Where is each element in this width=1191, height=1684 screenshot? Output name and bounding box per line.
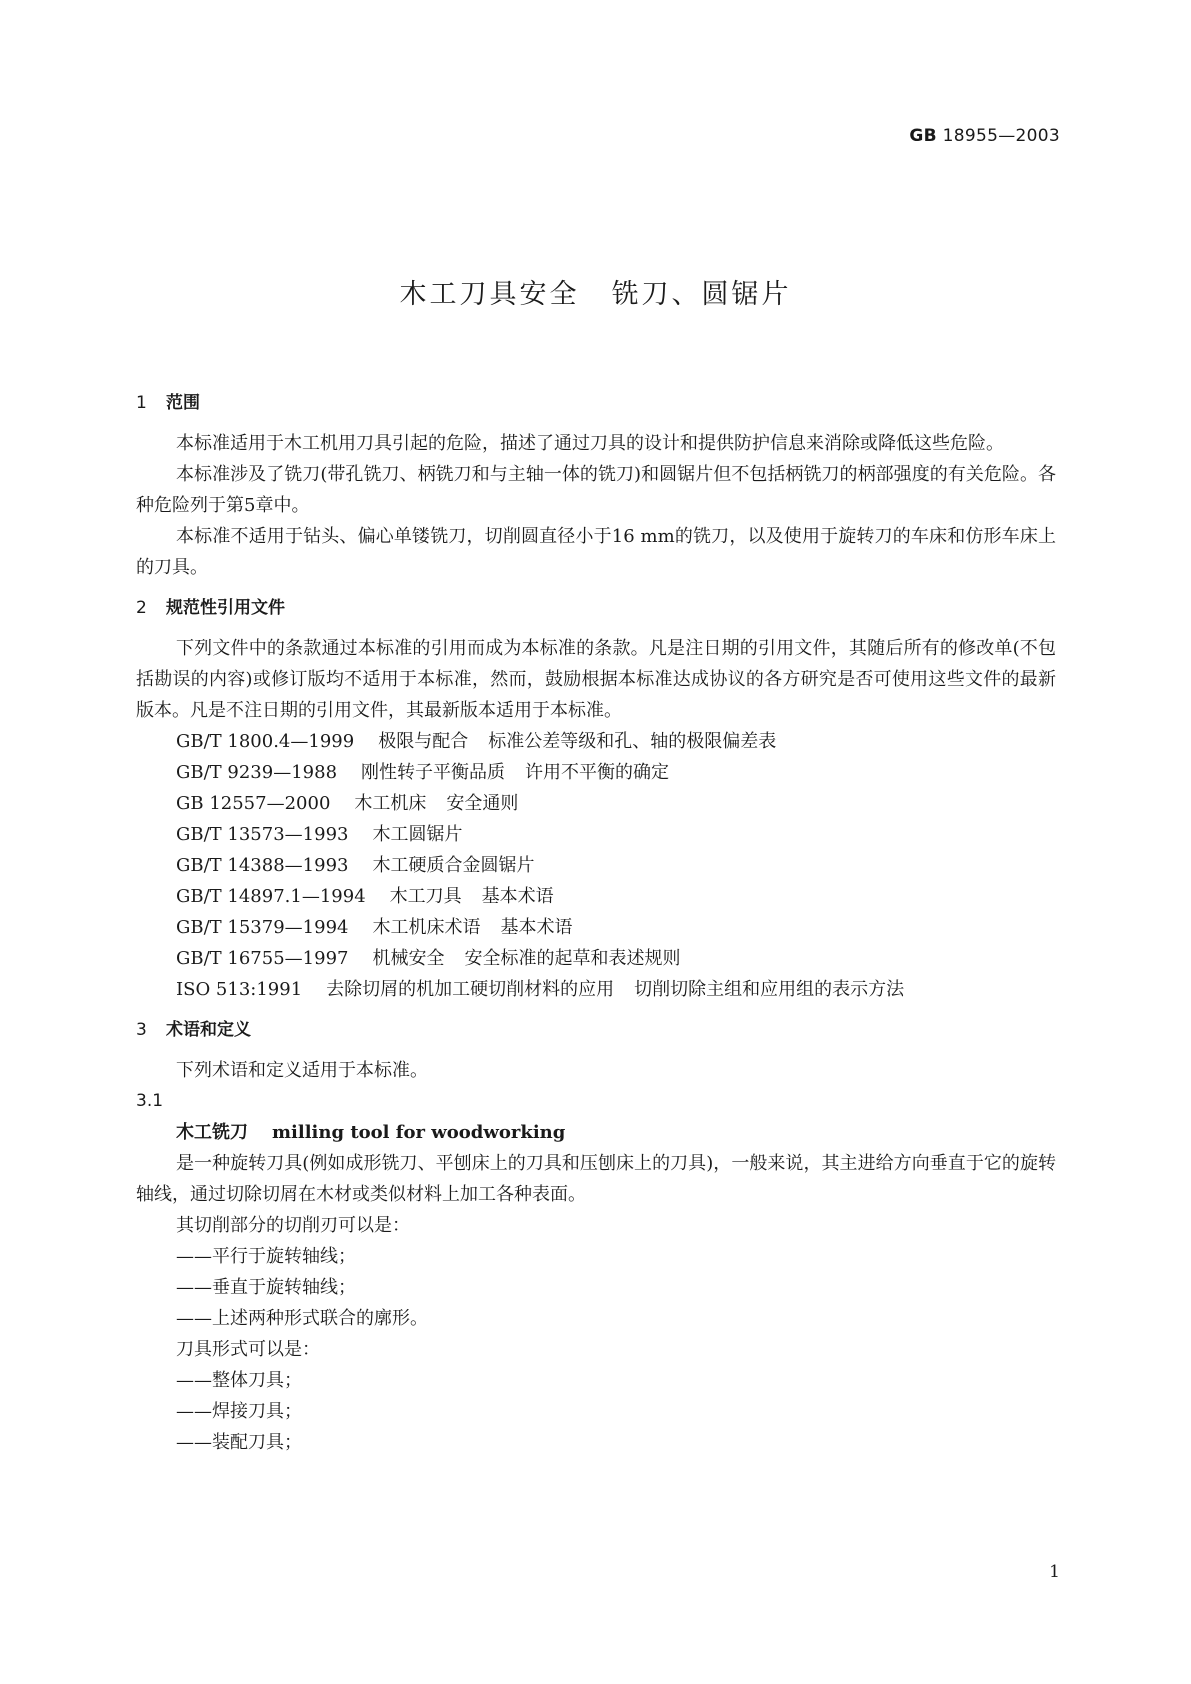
section-title: 术语和定义 (166, 1020, 251, 1040)
title-part-1: 木工刀具安全 (399, 279, 580, 310)
reference-item: GB/T 14388—1993 木工硬质合金圆锯片 (176, 855, 535, 876)
paragraph: 本标准适用于木工机用刀具引起的危险，描述了通过刀具的设计和提供防护信息来消除或降低这些危险。 (176, 433, 1004, 454)
standard-code-number: 18955—2003 (942, 126, 1060, 146)
document-body (136, 388, 1056, 1458)
term-title (136, 1117, 1056, 1148)
term-definition: 是一种旋转刀具(例如成形铣刀、平刨床上的刀具和压刨床上的刀具)，一般来说，其主进给方向垂直于它的旋转轴线，通过切除切屑在木材或类似材料上加工各种表面。 (136, 1153, 1056, 1205)
reference-item: GB/T 16755—1997 机械安全 安全标准的起草和表述规则 (176, 948, 681, 969)
paragraph: 下列术语和定义适用于本标准。 (176, 1060, 428, 1081)
term-title-en: milling tool for woodworking (272, 1122, 566, 1143)
reference-item: ISO 513:1991 去除切屑的机加工硬切削材料的应用 切削切除主组和应用组的表示方法 (176, 979, 905, 1000)
document-title (0, 272, 1191, 311)
list-item: ——上述两种形式联合的廓形。 (176, 1308, 428, 1329)
edge-intro: 其切削部分的切削刃可以是： (176, 1215, 410, 1236)
section-number: 3 (136, 1020, 147, 1040)
term-title-zh: 木工铣刀 (176, 1122, 248, 1143)
list-item: ——垂直于旋转轴线； (176, 1277, 356, 1298)
term-number: 3.1 (136, 1091, 164, 1111)
standard-code-prefix: GB (909, 126, 937, 146)
section-number: 2 (136, 598, 147, 618)
list-item: ——装配刀具； (176, 1432, 302, 1453)
section-heading-scope (136, 388, 1056, 418)
standard-code (909, 126, 1060, 146)
page-number: 1 (1049, 1562, 1060, 1582)
form-intro: 刀具形式可以是： (176, 1339, 320, 1360)
reference-item: GB 12557—2000 木工机床 安全通则 (176, 793, 519, 814)
list-item: ——整体刀具； (176, 1370, 302, 1391)
section-number: 1 (136, 393, 147, 413)
list-item: ——平行于旋转轴线； (176, 1246, 356, 1267)
paragraph: 本标准不适用于钻头、偏心单镂铣刀，切削圆直径小于16 mm的铣刀，以及使用于旋转刀的车床和仿形车床上的刀具。 (136, 526, 1056, 578)
list-item: ——焊接刀具； (176, 1401, 302, 1422)
section-title: 规范性引用文件 (166, 598, 285, 618)
title-part-2: 铣刀、圆锯片 (611, 279, 792, 310)
reference-item: GB/T 13573—1993 木工圆锯片 (176, 824, 463, 845)
section-heading-terms (136, 1015, 1056, 1045)
paragraph: 下列文件中的条款通过本标准的引用而成为本标准的条款。凡是注日期的引用文件，其随后所有的修改单(不包括勘误的内容)或修订版均不适用于本标准，然而，鼓励根据本标准达成协议的各方研究是否可使用这些文件的最新版本。凡是不注日期的引用文件，其最新版本适用于本标准。 (136, 638, 1056, 721)
reference-item: GB/T 15379—1994 木工机床术语 基本术语 (176, 917, 573, 938)
section-title: 范围 (166, 393, 200, 413)
reference-item: GB/T 1800.4—1999 极限与配合 标准公差等级和孔、轴的极限偏差表 (176, 731, 777, 752)
paragraph: 本标准涉及了铣刀(带孔铣刀、柄铣刀和与主轴一体的铣刀)和圆锯片但不包括柄铣刀的柄部强度的有关危险。各种危险列于第5章中。 (136, 464, 1056, 516)
reference-item: GB/T 14897.1—1994 木工刀具 基本术语 (176, 886, 554, 907)
reference-item: GB/T 9239—1988 刚性转子平衡品质 许用不平衡的确定 (176, 762, 670, 783)
section-heading-normative-references (136, 593, 1056, 623)
